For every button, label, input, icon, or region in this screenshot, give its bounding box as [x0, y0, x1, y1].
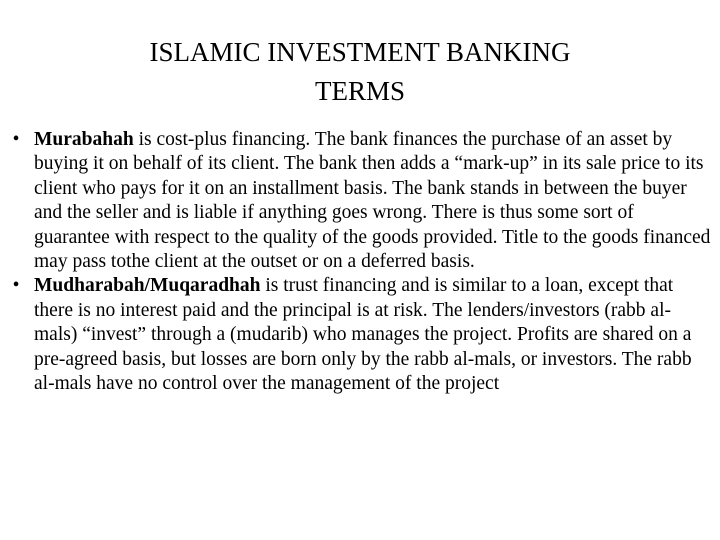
bullet-dot-icon: •	[12, 129, 20, 150]
bullet-list	[0, 128, 712, 396]
term-mudharabah: Mudharabah/Muqaradhah	[34, 275, 261, 297]
bullet-murabahah	[0, 128, 712, 274]
bullet-mudharabah	[0, 274, 712, 396]
term-murabahah: Murabahah	[34, 129, 134, 150]
definition-murabahah: is cost-plus financing. The bank finances the purchase of an asset by buying it on behalf of its client. The bank then adds a “mark-up” in its sale price to its client who pays for it on an installment basis. The bank stands in between the buyer and the seller and is liable if anything goes wrong. There is thus some sort of guarantee with respect to the quality of the goods provided. Title to the goods financed may pass tothe client at the outset or on a deferred basis.	[34, 129, 711, 273]
slide-title-line-2: TERMS	[314, 76, 406, 106]
bullet-dot-icon: •	[12, 275, 20, 297]
slide-title	[60, 33, 660, 111]
slide-title-line-1: ISLAMIC INVESTMENT BANKING	[149, 37, 571, 67]
definition-mudharabah: is trust financing and is similar to a loan, except that there is no interest paid and the principal is at risk. The lenders/investors (rabb al-mals) “invest” through a (mudarib) who manages the project. Profits are shared on a pre-agreed basis, but losses are born only by the rabb al-mals, or investors. The rabb al-mals have no control over the management of the project	[34, 275, 692, 395]
